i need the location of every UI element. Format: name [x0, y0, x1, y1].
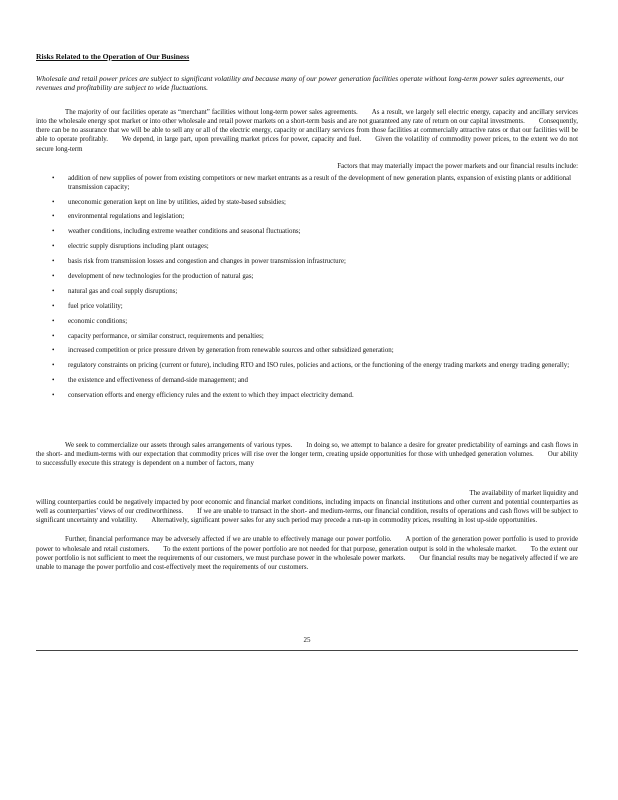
factors-intro	[36, 162, 578, 171]
list-item: • economic conditions;	[52, 317, 128, 325]
bullet-icon: •	[52, 175, 55, 183]
paragraph-power-portfolio	[36, 535, 578, 572]
para3-sentence-0: The availability of market liquidity and	[469, 489, 578, 497]
bullet-icon: •	[52, 347, 55, 355]
para4-sentence-5: Our financial results may be negatively affected if we are unable to manage the power portfolio and cost-effectively meet the requirements of our customers.	[36, 554, 578, 572]
list-item: • natural gas and coal supply disruptions;	[52, 287, 178, 295]
list-item: • uneconomic generation kept on line by utilities, aided by state-based subsidies;	[52, 198, 286, 206]
list-item: • increased competition or price pressure driven by generation from renewable sources and other subsidized generation;	[52, 347, 394, 355]
list-item: • fuel price volatility;	[52, 302, 123, 310]
para2-sentence-2: In doing so, we attempt to balance a desire for greater predictability of earnings and cash flows in the short- and medium-terms with our expectation that commodity prices will rise over the longer term, creating upside opportunities for those with unhedged generation volumes.	[36, 441, 578, 459]
list-item: • conservation efforts and energy efficiency rules and the extent to which they impact electricity demand.	[52, 392, 354, 400]
factors-list	[36, 175, 578, 401]
para2-sentence-3: Our ability to successfully execute this strategy is dependent on a number of factors, many	[36, 451, 578, 468]
risk-lead-italic: Wholesale and retail power prices are subject to significant volatility and because many of our power generation facilities operate without long-term power sales agreements, our revenues and profitability are subject to wide fluctuations.	[36, 74, 565, 93]
list-item: • development of new technologies for the production of natural gas;	[52, 272, 254, 280]
para1-sentence-1: The majority of our facilities operate as “merchant” facilities without long-term power sales agreements.	[65, 108, 358, 116]
bullet-icon: •	[52, 243, 55, 251]
para1-sentence-5: Given the volatility of commodity power prices, to the extent we do not secure long-term	[36, 136, 579, 153]
list-item: • addition of new supplies of power from existing competitors or new market entrants as a result of the development of new generation plants, expansion of existing plants or additional transmission capacity;	[52, 175, 572, 191]
bullet-icon: •	[52, 213, 55, 221]
list-item: • environmental regulations and legislation;	[52, 213, 185, 221]
bullet-icon: •	[52, 392, 55, 400]
para3-sentence-2: If we are unable to transact in the short- and medium-terms, our financial condition, results of operations and cash flows will be subject to significant uncertainty and volatility.	[36, 508, 578, 525]
list-item: • regulatory constraints on pricing (current or future), including RTO and ISO rules, policies and actions, or the functioning of the energy trading markets and energy trading generally;	[52, 362, 570, 370]
footer-divider	[36, 650, 578, 651]
para3-sentence-3: Alternatively, significant power sales for any such period may precede a run-up in commodity prices, resulting in lost up-side opportunities.	[151, 517, 538, 525]
para3-sentence-1: willing counterparties could be negatively impacted by poor economic and financial market conditions, including impacts on financial institutions and other current and potential counterparties as well as counterparties’ views of our creditworthiness.	[36, 498, 578, 515]
para1-sentence-4: We depend, in large part, upon prevailing market prices for power, capacity and fuel.	[122, 136, 362, 144]
bullet-icon: •	[52, 272, 55, 280]
list-item: • electric supply disruptions including plant outages;	[52, 243, 209, 251]
list-item: • basis risk from transmission losses and congestion and changes in power transmission infrastructure;	[52, 258, 346, 266]
para4-sentence-3: To the extent portions of the power portfolio are not needed for that purpose, generation output is sold in the wholesale market.	[163, 545, 517, 553]
bullet-icon: •	[52, 228, 55, 236]
paragraph-merchant-facilities	[36, 108, 578, 154]
bullet-icon: •	[52, 332, 55, 340]
bullet-icon: •	[52, 302, 55, 310]
bullet-icon: •	[52, 287, 55, 295]
list-item: • weather conditions, including extreme weather conditions and seasonal fluctuations;	[52, 228, 301, 236]
bullet-icon: •	[52, 377, 55, 385]
bullet-icon: •	[52, 362, 55, 370]
bullet-icon: •	[52, 198, 55, 206]
section-heading: Risks Related to the Operation of Our Business	[36, 52, 190, 61]
para1-sentence-6: Factors that may materially impact the power markets and our financial results include:	[337, 162, 578, 170]
page-number: 25	[303, 636, 311, 644]
para4-sentence-4: To the extent our power portfolio is not sufficient to meet the requirements of our customers, we must purchase power in the wholesale power markets.	[36, 545, 579, 562]
para4-sentence-2: A portion of the generation power portfolio is used to provide power to wholesale and retail customers.	[36, 536, 579, 553]
para2-sentence-1: We seek to commercialize our assets through sales arrangements of various types.	[65, 441, 293, 449]
para1-sentence-2: As a result, we largely sell electric energy, capacity and ancillary services into the wholesale energy spot market or into other wholesale and retail power markets on a short-term basis and are not guaranteed any rate of return on our capital investments.	[36, 108, 578, 126]
market-liquidity-lead	[36, 489, 578, 498]
bullet-icon: •	[52, 258, 55, 266]
para1-sentence-3: Consequently, there can be no assurance that we will be able to sell any or all of the electric energy, capacity or ancillary services from those facilities at commercially attractive rates or that our facilities will be able to operate profitably.	[36, 118, 578, 144]
document-page	[36, 52, 579, 644]
paragraph-counterparties	[36, 498, 578, 526]
list-item: • the existence and effectiveness of demand-side management; and	[52, 377, 248, 385]
para4-sentence-1: Further, financial performance may be adversely affected if we are unable to effectively manage our power portfolio.	[65, 536, 392, 544]
list-item: • capacity performance, or similar construct, requirements and penalties;	[52, 332, 264, 340]
paragraph-commercialize-assets	[36, 441, 578, 469]
bullet-icon: •	[52, 317, 55, 325]
